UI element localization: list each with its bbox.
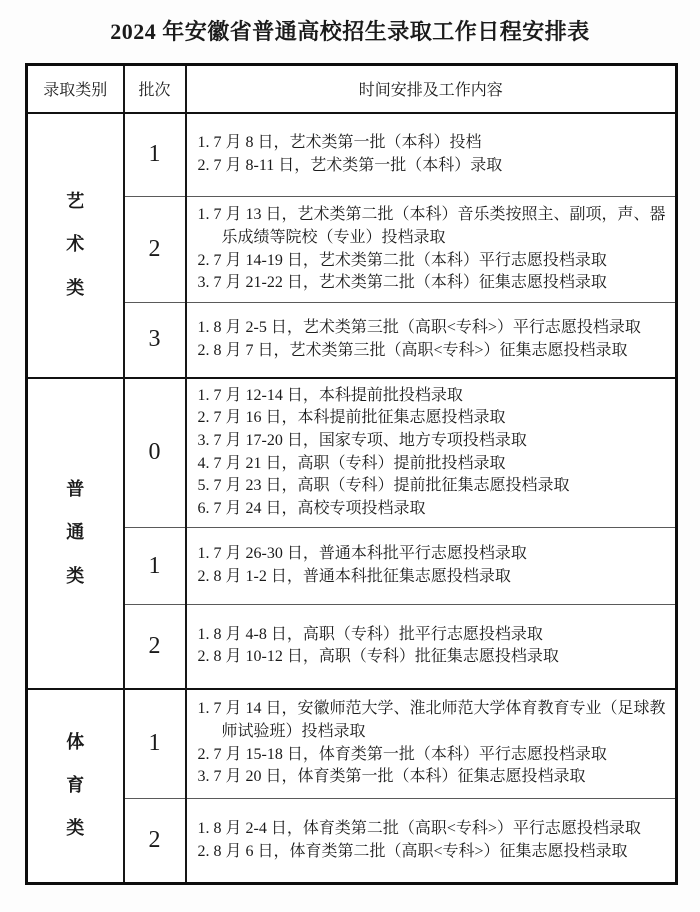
category-label: 普通类 [66, 479, 85, 586]
admission-schedule-table [25, 63, 678, 885]
category-cell-sports [27, 689, 124, 884]
table-row [27, 605, 677, 689]
schedule-item: 3. 7 月 17-20 日，国家专项、地方专项投档录取 [197, 432, 527, 450]
content-cell [186, 689, 677, 799]
schedule-item: 1. 7 月 14 日，安徽师范大学、淮北师范大学体育教育专业（足球教师试验班）投档录取 [197, 700, 666, 741]
schedule-item: 2. 8 月 10-12 日，高职（专科）批征集志愿投档录取 [197, 648, 559, 666]
schedule-item: 2. 8 月 7 日，艺术类第三批（高职<专科>）征集志愿投档录取 [197, 341, 628, 359]
schedule-item: 1. 7 月 12-14 日，本科提前批投档录取 [197, 386, 463, 404]
content-cell [186, 378, 677, 528]
schedule-item: 1. 7 月 26-30 日，普通本科批平行志愿投档录取 [197, 545, 527, 563]
content-cell [186, 197, 677, 303]
page-title: 2024 年安徽省普通高校招生录取工作日程安排表 [110, 19, 590, 44]
table-row [27, 197, 677, 303]
content-cell [186, 528, 677, 605]
schedule-item: 1. 8 月 4-8 日，高职（专科）批平行志愿投档录取 [197, 625, 543, 643]
schedule-item: 5. 7 月 23 日，高职（专科）提前批征集志愿投档录取 [197, 477, 570, 495]
header-content: 时间安排及工作内容 [186, 65, 677, 113]
batch-cell: 2 [124, 197, 186, 303]
schedule-item: 1. 8 月 2-4 日，体育类第二批（高职<专科>）平行志愿投档录取 [197, 819, 641, 837]
table-row [27, 689, 677, 799]
batch-cell: 1 [124, 113, 186, 197]
content-cell [186, 799, 677, 884]
schedule-item: 6. 7 月 24 日，高校专项投档录取 [197, 500, 426, 518]
table-row [27, 303, 677, 378]
batch-cell: 1 [124, 528, 186, 605]
schedule-item: 1. 7 月 13 日，艺术类第二批（本科）音乐类按照主、副项，声、器乐成绩等院校（专业）投档录取 [197, 206, 666, 246]
table-row [27, 528, 677, 605]
schedule-item: 2. 8 月 6 日，体育类第二批（高职<专科>）征集志愿投档录取 [197, 842, 628, 860]
table-row [27, 799, 677, 884]
content-cell [186, 113, 677, 197]
schedule-item: 2. 7 月 14-19 日，艺术类第二批（本科）平行志愿投档录取 [197, 251, 607, 269]
table-row [27, 113, 677, 197]
schedule-item: 4. 7 月 21 日，高职（专科）提前批投档录取 [197, 454, 506, 472]
batch-cell: 2 [124, 799, 186, 884]
header-category: 录取类别 [27, 65, 124, 113]
schedule-item: 3. 7 月 21-22 日，艺术类第二批（本科）征集志愿投档录取 [197, 274, 607, 292]
schedule-item: 2. 8 月 1-2 日，普通本科批征集志愿投档录取 [197, 568, 511, 585]
batch-cell: 0 [124, 378, 186, 528]
schedule-item: 1. 7 月 8 日，艺术类第一批（本科）投档 [197, 134, 482, 152]
batch-cell: 1 [124, 689, 186, 799]
schedule-item: 2. 7 月 15-18 日，体育类第一批（本科）平行志愿投档录取 [197, 745, 607, 763]
batch-cell: 3 [124, 303, 186, 378]
document-page [0, 15, 700, 912]
table-header-row [27, 65, 677, 113]
table-row [27, 378, 677, 528]
schedule-item: 3. 7 月 20 日，体育类第一批（本科）征集志愿投档录取 [197, 768, 586, 786]
category-cell-general [27, 378, 124, 689]
schedule-item: 2. 7 月 16 日，本科提前批征集志愿投档录取 [197, 409, 506, 427]
content-cell [186, 605, 677, 689]
schedule-item: 2. 7 月 8-11 日，艺术类第一批（本科）录取 [197, 156, 503, 174]
category-cell-art [27, 113, 124, 378]
batch-cell: 2 [124, 605, 186, 689]
schedule-item: 1. 8 月 2-5 日，艺术类第三批（高职<专科>）平行志愿投档录取 [197, 319, 641, 337]
content-cell [186, 303, 677, 378]
category-label: 艺术类 [66, 191, 85, 298]
header-batch: 批次 [124, 65, 186, 113]
category-label: 体育类 [66, 731, 85, 839]
